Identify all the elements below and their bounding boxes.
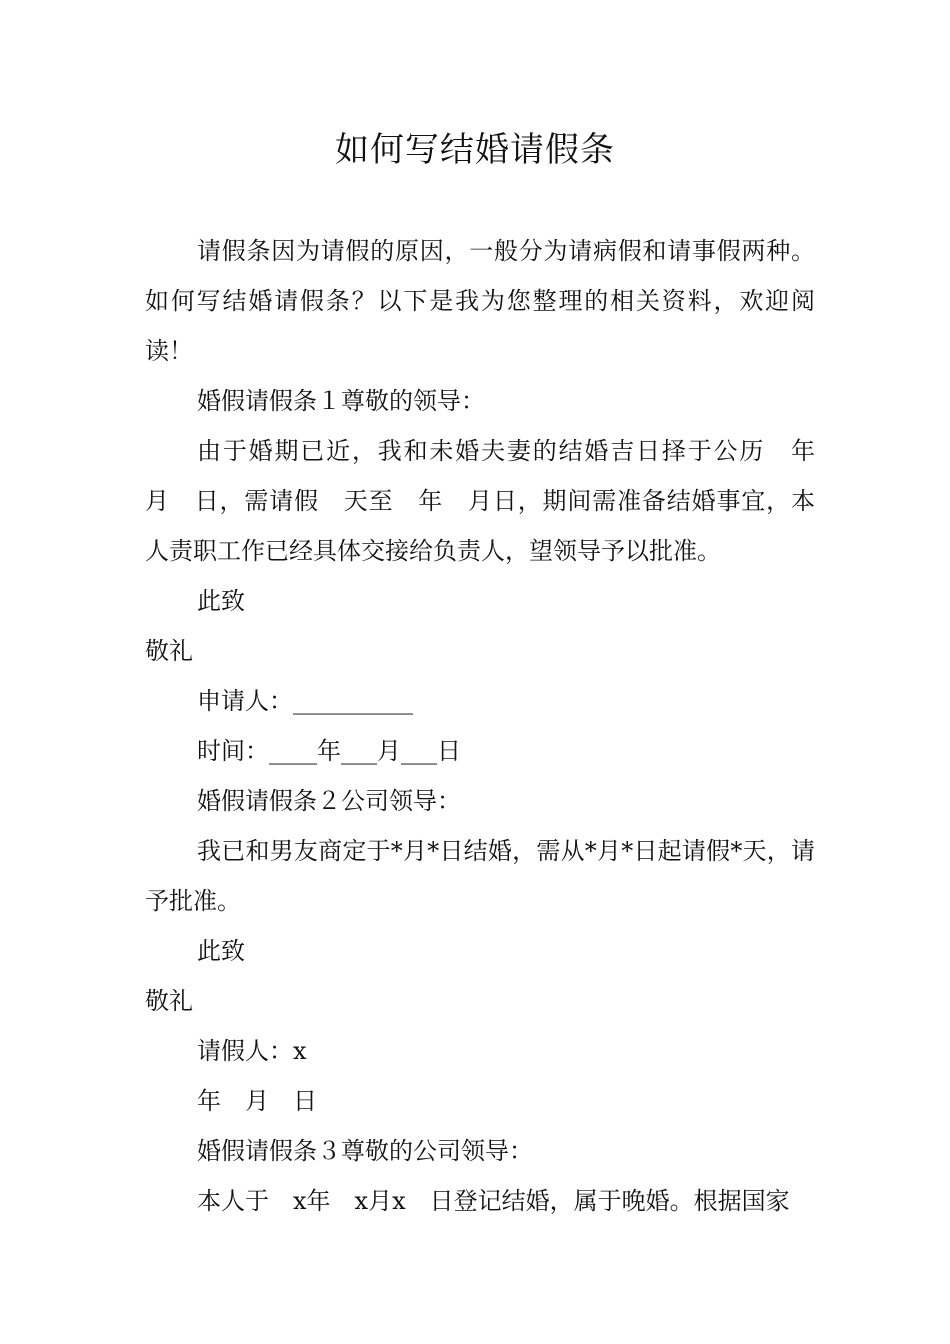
paragraph-letter2-closing: 此致 [197, 937, 245, 965]
paragraph-letter2-salute: 敬礼 [145, 987, 193, 1015]
paragraph-letter2-body: 我已和男友商定于*月*日结婚，需从*月*日起请假*天，请予批准。 [145, 837, 815, 915]
paragraph-letter1-closing: 此致 [197, 587, 245, 615]
document-body [145, 226, 839, 1226]
paragraph-letter1-salute: 敬礼 [145, 637, 193, 665]
paragraph-letter1-body: 由于婚期已近，我和未婚夫妻的结婚吉日择于公历 年 月 日，需请假 天至 年 月日，期间需准备结婚事宜，本人责职工作已经具体交接给负责人，望领导予以批准。 [145, 437, 839, 565]
paragraph-letter1-heading: 婚假请假条１尊敬的领导： [197, 387, 485, 415]
paragraph-intro: 请假条因为请假的原因，一般分为请病假和请事假两种。如何写结婚请假条？以下是我为您整理的相关资料，欢迎阅读！ [145, 237, 815, 365]
document-title: 如何写结婚请假条 [335, 130, 615, 170]
paragraph-letter2-date: 年 月 日 [197, 1087, 317, 1115]
paragraph-letter1-date: 时间：____年___月___日 [197, 737, 461, 765]
paragraph-letter1-applicant: 申请人：__________ [197, 687, 413, 715]
paragraph-letter3-heading: 婚假请假条３尊敬的公司领导： [197, 1137, 533, 1165]
paragraph-letter3-body: 本人于 x年 x月x 日登记结婚，属于晚婚。根据国家 [197, 1187, 790, 1215]
paragraph-letter2-applicant: 请假人：x [197, 1037, 307, 1065]
paragraph-letter2-heading: 婚假请假条２公司领导： [197, 787, 461, 815]
